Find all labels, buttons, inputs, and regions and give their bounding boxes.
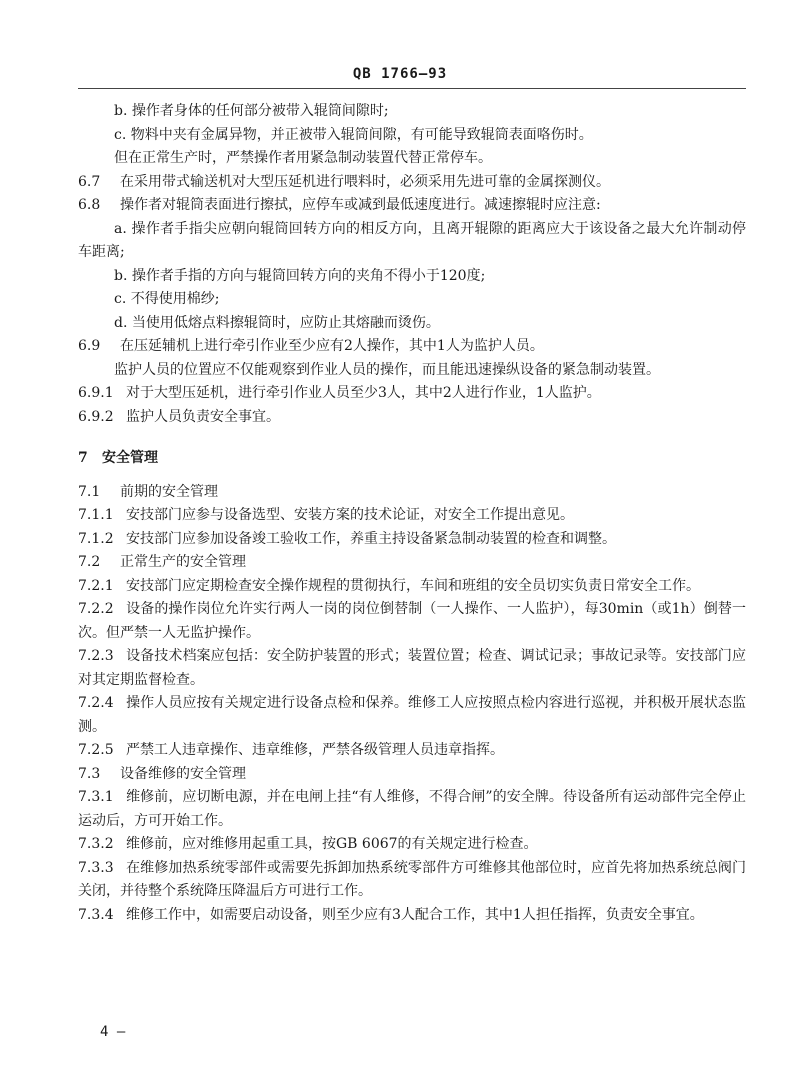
clause-number: 6.7 <box>78 173 101 190</box>
clause-number: 7.2.2 <box>78 601 114 617</box>
subsection-heading <box>78 481 746 505</box>
clause-number: 7.2.1 <box>78 577 114 594</box>
clause-7-1-1 <box>78 504 746 528</box>
clause-7-2-1 <box>78 575 746 599</box>
clause-number: 7.3.2 <box>78 836 114 852</box>
clause-number: 7.3.3 <box>78 859 114 876</box>
clause-6-9-2 <box>78 406 746 430</box>
clause-text: 安技部门应参与设备选型、安装方案的技术论证，对安全工作提出意见。 <box>126 507 574 523</box>
clause-text: 在采用带式输送机对大型压延机进行喂料时，必须采用先进可靠的金属探测仪。 <box>120 173 610 190</box>
clause-text: 维修工作中，如需要启动设备，则至少应有3人配合工作，其中1人担任指挥，负责安全事宜。 <box>126 906 704 923</box>
clause-text: 操作者对辊筒表面进行擦拭，应停车或减到最低速度进行。减速擦辊时应注意: <box>120 197 601 213</box>
paragraph: 监护人员的位置应不仅能观察到作业人员的操作，而且能迅速操纵设备的紧急制动装置。 <box>114 361 660 378</box>
section-number: 7.2 <box>78 554 101 570</box>
section-number: 7 <box>78 450 88 466</box>
spacer <box>78 429 746 447</box>
clause-text: 在维修加热系统零部件或需要先拆卸加热系统零部件方可维修其他部位时，应首先将加热系统总阀门关闭，并待整个系统降压降温后方可进行工作。 <box>78 859 746 899</box>
page-header: QB 1766—93 <box>352 66 448 82</box>
clause-text: 安技部门应定期检查安全操作规程的贯彻执行，车间和班组的安全员切实负责日常安全工作。 <box>126 577 700 594</box>
section-heading <box>78 447 746 471</box>
section-number: 7.3 <box>78 765 101 782</box>
list-item: c. 物料中夹有金属异物，并正被带入辊筒间隙，有可能导致辊筒表面咯伤时。 <box>114 126 593 143</box>
clause-7-2-5 <box>78 739 746 763</box>
clause-7-3-2 <box>78 833 746 857</box>
clause-7-1-2 <box>78 528 746 552</box>
clause-text: 设备技术档案应包括：安全防护装置的形式；装置位置；检查、调试记录；事故记录等。安技部门应对其定期监督检查。 <box>78 648 746 688</box>
clause-number: 7.2.5 <box>78 742 114 758</box>
clause-text: 对于大型压延机，进行牵引作业人员至少3人，其中2人进行作业，1人监护。 <box>126 385 601 401</box>
clause-number: 7.3.1 <box>78 789 114 805</box>
clause-text: 在压延辅机上进行牵引作业至少应有2人操作，其中1人为监护人员。 <box>120 338 544 354</box>
list-item: a. 操作者手指尖应朝向辊筒回转方向的相反方向，且离开辊隙的距离应大于该设备之最大允许制动停车距离; <box>78 220 746 260</box>
list-item: c. 不得使用棉纱; <box>114 291 220 307</box>
clause-number: 6.9.2 <box>78 408 114 425</box>
spacer <box>78 471 746 481</box>
clause-7-2-4 <box>78 692 746 739</box>
clause-text: 严禁工人违章操作、违章维修，严禁各级管理人员违章指挥。 <box>126 742 504 758</box>
document-body <box>78 100 746 927</box>
section-title: 前期的安全管理 <box>120 483 218 500</box>
section-title: 安全管理 <box>102 450 158 466</box>
clause-number: 6.8 <box>78 197 101 213</box>
clause-text: 安技部门应参加设备竣工验收工作，养重主持设备紧急制动装置的检查和调整。 <box>126 530 616 547</box>
section-title: 正常生产的安全管理 <box>120 554 246 570</box>
subsection-heading <box>78 551 746 575</box>
clause-6-9 <box>78 335 746 359</box>
clause-text: 维修前，应切断电源，并在电闸上挂“有人维修，不得合闸”的安全牌。待设备所有运动部件完全停止运动后，方可开始工作。 <box>78 789 746 829</box>
subsection-heading <box>78 763 746 787</box>
clause-7-3-3 <box>78 857 746 904</box>
clause-number: 7.2.4 <box>78 695 114 711</box>
clause-number: 6.9 <box>78 338 101 354</box>
list-item: b. 操作者身体的任何部分被带入辊筒间隙时; <box>114 103 389 119</box>
clause-number: 7.1.1 <box>78 507 114 523</box>
list-item: d. 当使用低熔点料擦辊筒时，应防止其熔融而烫伤。 <box>114 314 440 331</box>
clause-number: 7.3.4 <box>78 906 114 923</box>
list-item: b. 操作者手指的方向与辊筒回转方向的夹角不得小于120度; <box>114 267 486 284</box>
clause-text: 监护人员负责安全事宜。 <box>126 408 280 425</box>
clause-number: 7.1.2 <box>78 530 114 547</box>
page-number: 4 — <box>100 1024 126 1040</box>
section-title: 设备维修的安全管理 <box>120 765 246 782</box>
clause-text: 设备的操作岗位允许实行两人一岗的岗位倒替制（一人操作、一人监护），每30min（或1h）倒替一次。但严禁一人无监护操作。 <box>78 601 746 641</box>
clause-text: 维修前，应对维修用起重工具，按GB 6067的有关规定进行检查。 <box>126 836 538 852</box>
clause-6-9-1 <box>78 382 746 406</box>
clause-6-7 <box>78 171 746 195</box>
clause-7-2-2 <box>78 598 746 645</box>
paragraph: 但在正常生产时，严禁操作者用紧急制动装置代替正常停车。 <box>114 150 492 166</box>
clause-text: 操作人员应按有关规定进行设备点检和保养。维修工人应按照点检内容进行巡视，并积极开展状态监测。 <box>78 695 746 735</box>
section-number: 7.1 <box>78 483 101 500</box>
clause-number: 6.9.1 <box>78 385 114 401</box>
header-rule <box>78 88 746 89</box>
clause-number: 7.2.3 <box>78 648 114 664</box>
clause-7-3-1 <box>78 786 746 833</box>
clause-7-3-4 <box>78 904 746 928</box>
clause-6-8 <box>78 194 746 218</box>
clause-7-2-3 <box>78 645 746 692</box>
